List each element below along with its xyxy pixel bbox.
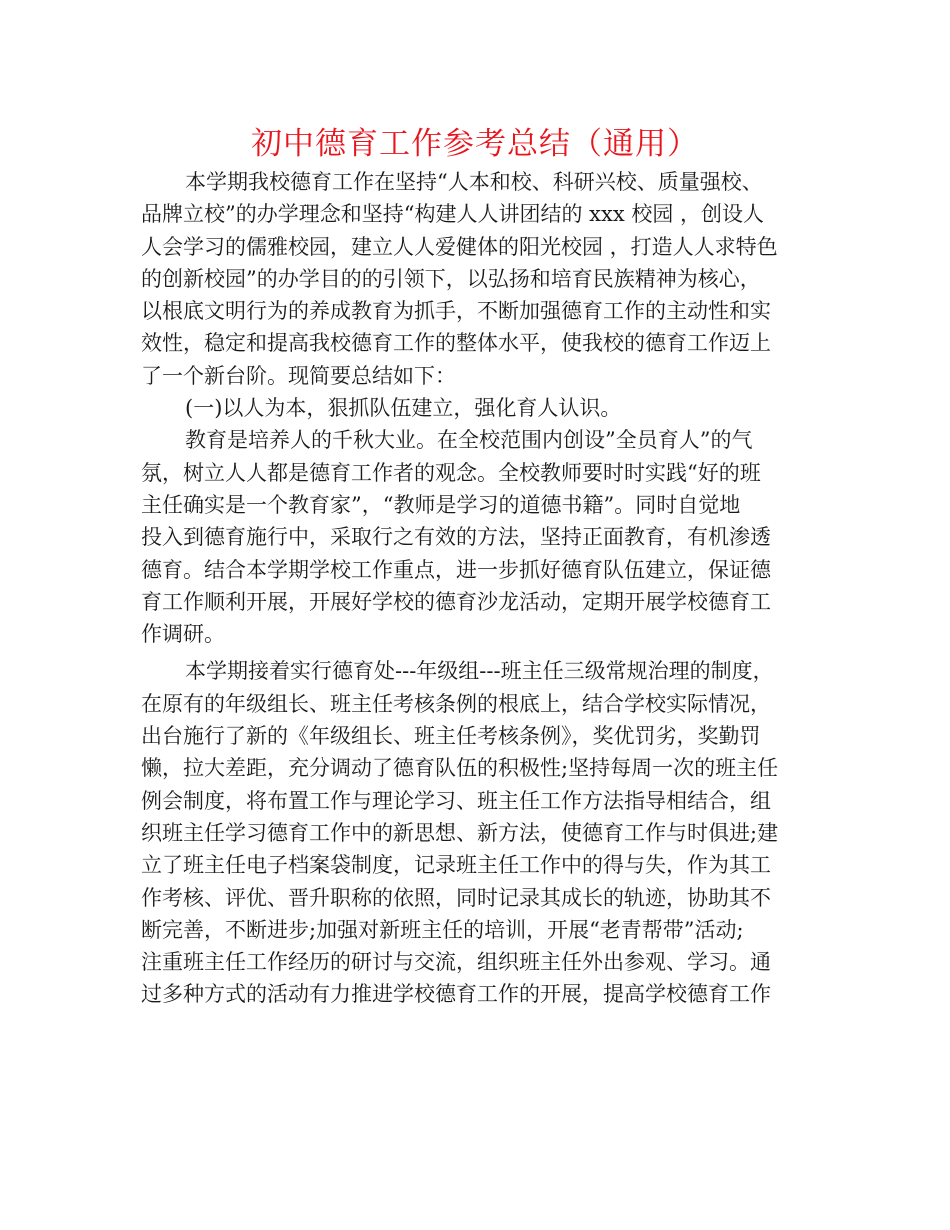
paragraph-line: 立了班主任电子档案袋制度，记录班主任工作中的得与失，作为其工 <box>141 853 771 878</box>
paragraph-line: 在原有的年级组长、班主任考核条例的根底上，结合学校实际情况， <box>141 691 771 716</box>
paragraph-line: 投入到德育施行中，采取行之有效的方法，坚持正面教育，有机渗透 <box>141 525 771 550</box>
paragraph-line: 注重班主任工作经历的研讨与交流，组织班主任外出参观、学习。通 <box>141 950 771 975</box>
paragraph-line: 断完善，不断进步;加强对新班主任的培训，开展“老青帮带”活动; <box>141 917 744 942</box>
paragraph-line: 织班主任学习德育工作中的新思想、新方法，使德育工作与时俱进;建 <box>141 820 779 845</box>
paragraph-line: 人会学习的儒雅校园，建立人人爱健体的阳光校园 ，打造人人求特色 <box>141 234 778 259</box>
paragraph-line: 本学期接着实行德育处---年级组---班主任三级常规治理的制度， <box>185 659 774 684</box>
paragraph-line: 作调研。 <box>141 622 225 647</box>
paragraph-line: 效性，稳定和提高我校德育工作的整体水平，使我校的德育工作迈上 <box>141 331 771 356</box>
paragraph-line: 品牌立校”的办学理念和坚持“构建人人讲团结的 xxx 校园 ，创设人 <box>141 202 765 227</box>
paragraph-line: 过多种方式的活动有力推进学校德育工作的开展，提高学校德育工作 <box>141 982 771 1007</box>
paragraph-line: 出台施行了新的《年级组长、班主任考核条例》，奖优罚劣，奖勤罚 <box>141 724 761 749</box>
paragraph-line: 氛，树立人人都是德育工作者的观念。全校教师要时时实践“好的班 <box>141 460 761 485</box>
paragraph-line: 懒，拉大差距，充分调动了德育队伍的积极性;坚持每周一次的班主任 <box>141 756 779 781</box>
paragraph-line: 了一个新台阶。现简要总结如下： <box>141 363 456 388</box>
document-body <box>141 166 821 1011</box>
paragraph-line: 德育。结合本学期学校工作重点，进一步抓好德育队伍建立，保证德 <box>141 557 771 582</box>
paragraph-line: 作考核、评优、晋升职称的依照，同时记录其成长的轨迹，协助其不 <box>141 885 771 910</box>
paragraph-line: 教育是培养人的千秋大业。在全校范围内创设”全员育人”的气 <box>185 428 753 453</box>
paragraph-line: 主任确实是一个教育家”，“教师是学习的道德书籍”。同时自觉地 <box>141 492 741 517</box>
paragraph-line: 育工作顺利开展，开展好学校的德育沙龙活动，定期开展学校德育工 <box>141 589 771 614</box>
paragraph-line: 本学期我校德育工作在坚持“人本和校、科研兴校、质量强校、 <box>185 170 763 194</box>
paragraph-line: 例会制度，将布置工作与理论学习、班主任工作方法指导相结合，组 <box>141 788 771 813</box>
paragraph-line: 以根底文明行为的养成教育为抓手，不断加强德育工作的主动性和实 <box>141 299 771 324</box>
paragraph-line: 的创新校园”的办学目的的引领下，以弘扬和培育民族精神为核心， <box>141 266 761 291</box>
section-heading: (一)以人为本，狠抓队伍建立，强化育人认识。 <box>185 396 622 421</box>
document-title: 初中德育工作参考总结（通用） <box>251 126 699 162</box>
